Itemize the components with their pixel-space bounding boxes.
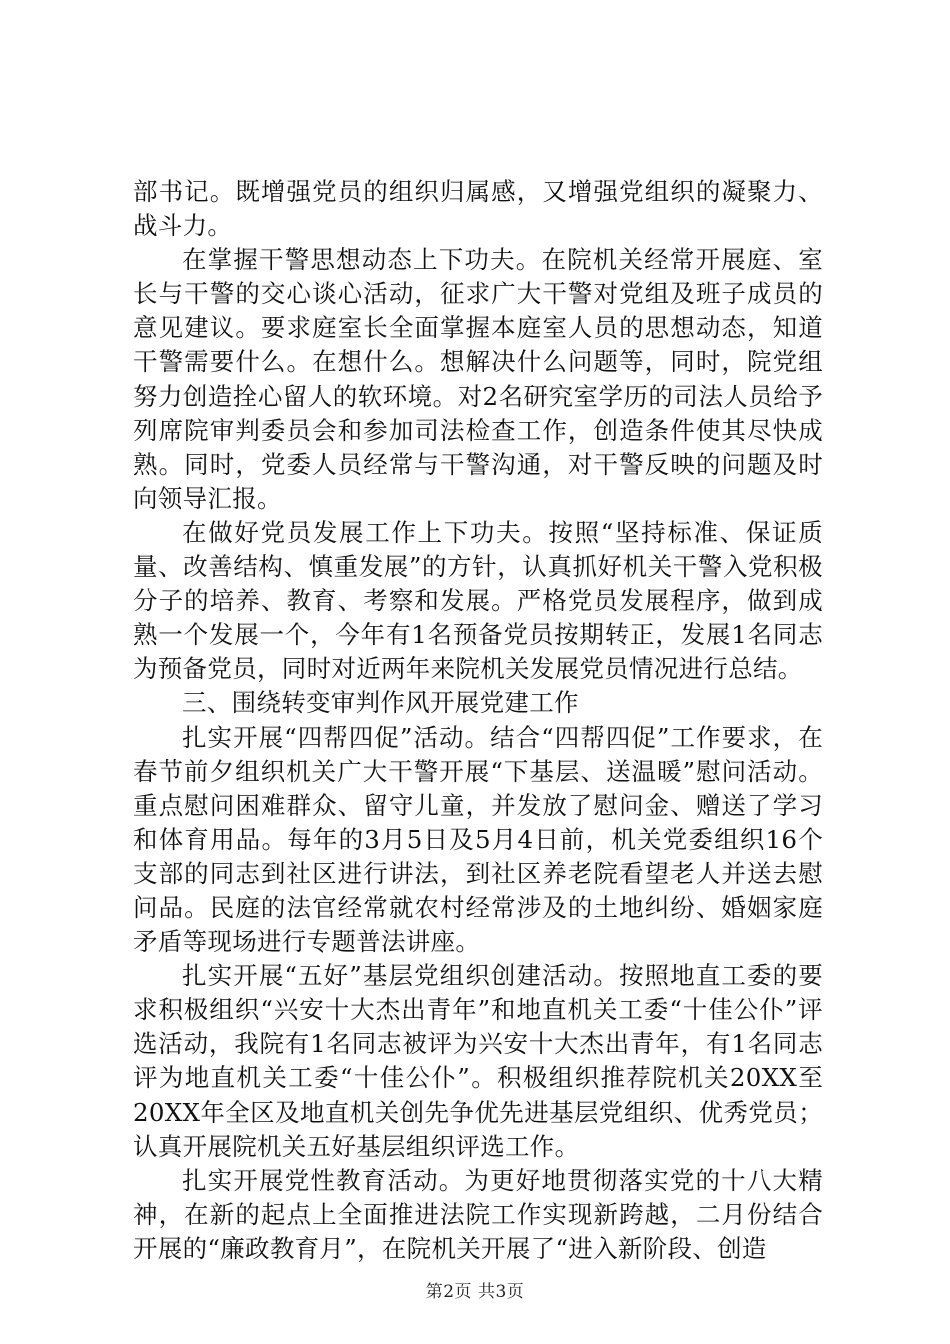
paragraph-1: 部书记。既增强党员的组织归属感，又增强党组织的凝聚力、战斗力。 [133, 177, 823, 241]
paragraph-5: 扎实开展“五好”基层党组织创建活动。按照地直工委的要求积极组织“兴安十大杰出青年”和地直机关工委“十佳公仆”评选活动，我院有1名同志被评为兴安十大杰出青年，有1名同志评为地直机关工委“十佳公仆”。积极组织推荐院机关20XX至20XX年全区及地直机关创先争优先进基层党组织、优秀党员；认真开展院机关五好基层组织评选工作。 [133, 961, 823, 1161]
document-body [133, 175, 823, 1266]
paragraph-3: 在做好党员发展工作上下功夫。按照“坚持标准、保证质量、改善结构、慎重发展”的方针，认真抓好机关干警入党积极分子的培养、教育、考察和发展。严格党员发展程序，做到成熟一个发展一个，今年有1名预备党员按期转正，发展1名同志为预备党员，同时对近两年来院机关发展党员情况进行总结。 [133, 517, 823, 684]
page-number-footer: 第2页 共3页 [425, 1282, 525, 1302]
paragraph-6: 扎实开展党性教育活动。为更好地贯彻落实党的十八大精神，在新的起点上全面推进法院工作实现新跨越，二月份结合开展的“廉政教育月”，在院机关开展了“进入新阶段、创造 [133, 1165, 823, 1263]
section-heading-3: 三、围绕转变审判作风开展党建工作 [182, 688, 579, 718]
paragraph-2: 在掌握干警思想动态上下功夫。在院机关经常开展庭、室长与干警的交心谈心活动，征求广大干警对党组及班子成员的意见建议。要求庭室长全面掌握本庭室人员的思想动态，知道干警需要什么。在想什么。想解决什么问题等，同时，院党组努力创造拴心留人的软环境。对2名研究室学历的司法人员给予列席院审判委员会和参加司法检查工作，创造条件使其尽快成熟。同时，党委人员经常与干警沟通，对干警反映的问题及时向领导汇报。 [133, 245, 823, 513]
paragraph-4: 扎实开展“四帮四促”活动。结合“四帮四促”工作要求，在春节前夕组织机关广大干警开展“下基层、送温暖”慰问活动。重点慰问困难群众、留守儿童，并发放了慰问金、赠送了学习和体育用品。每年的3月5日及5月4日前，机关党委组织16个支部的同志到社区进行讲法，到社区养老院看望老人并送去慰问品。民庭的法官经常就农村经常涉及的土地纠纷、婚姻家庭矛盾等现场进行专题普法讲座。 [133, 722, 823, 957]
